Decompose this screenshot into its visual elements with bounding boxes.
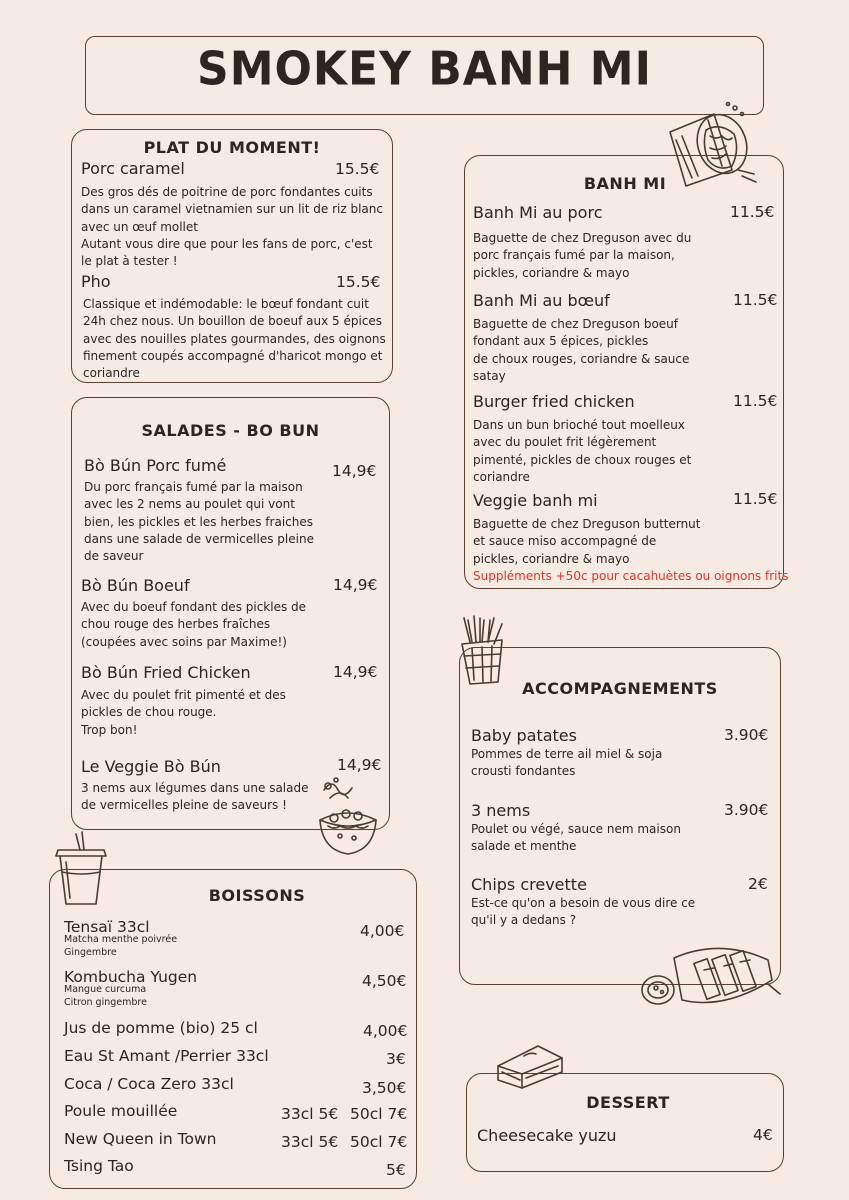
- drink-name: New Queen in Town: [64, 1130, 217, 1148]
- drink-price-33cl: 33cl 5€: [281, 1133, 339, 1151]
- menu-item-price: 11.5€: [733, 490, 778, 508]
- drink-name: Eau St Amant /Perrier 33cl: [64, 1047, 269, 1065]
- menu-item-price: 14,9€: [333, 663, 378, 681]
- drink-name: Poule mouillée: [64, 1102, 178, 1120]
- menu-item-name: Le Veggie Bò Bún: [81, 757, 221, 776]
- menu-item-price: 11.5€: [730, 203, 775, 221]
- menu-item-name: Banh Mi au porc: [473, 203, 603, 222]
- fries-cup-illustration-icon: [456, 614, 508, 686]
- menu-item-price: 14,9€: [332, 462, 377, 480]
- cheesecake-slice-illustration-icon: [494, 1040, 566, 1092]
- drink-price: 4,50€: [362, 972, 407, 990]
- dessert-heading: DESSERT: [586, 1093, 670, 1112]
- menu-item-price: 4€: [753, 1126, 773, 1144]
- menu-item-price: 15.5€: [335, 160, 380, 178]
- menu-item-price: 14,9€: [333, 576, 378, 594]
- drink-price-33cl: 33cl 5€: [281, 1105, 339, 1123]
- menu-item-description: Du porc français fumé par la maison avec les 2 nems au poulet qui vont bien, les pickles et les herbes fraiches dans une salade de vermicelles pleine de saveur: [84, 480, 314, 564]
- drink-price-50cl: 50cl 7€: [350, 1133, 408, 1151]
- menu-item-description: Avec du poulet frit pimenté et des pickles de chou rouge. Trop bon!: [81, 688, 286, 737]
- menu-item-name: 3 nems: [471, 801, 531, 820]
- drink-price: 3€: [386, 1050, 406, 1068]
- menu-item-description: Dans un bun brioché tout moelleux avec du poulet frit légèrement pimenté, pickles de choux rouges et coriandre: [473, 418, 692, 484]
- drink-price: 4,00€: [363, 1022, 408, 1040]
- menu-item-description: Pommes de terre ail miel & soja crousti fondantes: [471, 747, 663, 779]
- drink-cup-illustration-icon: [52, 832, 110, 906]
- menu-item-description: Des gros dés de poitrine de porc fondantes cuits dans un caramel vietnamien sur un lit de riz blanc avec un œuf mollet Autant vous dire que pour les fans de porc, c'est le plat à tester !: [81, 185, 383, 269]
- drink-name: Coca / Coca Zero 33cl: [64, 1075, 234, 1093]
- accompagnements-heading: ACCOMPAGNEMENTS: [522, 679, 718, 698]
- menu-item-name: Porc caramel: [81, 159, 185, 178]
- menu-item-name: Baby patates: [471, 726, 577, 745]
- menu-item-name: Bò Bún Boeuf: [81, 576, 190, 595]
- restaurant-title: SMOKEY BANH MI: [197, 42, 652, 97]
- menu-item-name: Cheesecake yuzu: [477, 1126, 617, 1145]
- menu-item-name: Pho: [81, 272, 111, 291]
- menu-item-description: Classique et indémodable: le bœuf fondant cuit 24h chez nous. Un bouillon de boeuf aux 5 épices avec des nouilles plates gourmandes, des oignons finement coupés accompagné d'haricot mongo et coriandre: [83, 297, 386, 381]
- menu-item-description: Baguette de chez Dreguson avec du porc français fumé par la maison, pickles, coriandre & mayo: [473, 231, 692, 280]
- drink-name: Tsing Tao: [64, 1157, 134, 1175]
- menu-item-name: Bò Bún Fried Chicken: [81, 663, 251, 682]
- menu-item-description: 3 nems aux légumes dans une salade de vermicelles pleine de saveurs !: [81, 781, 309, 813]
- menu-item-price: 3.90€: [724, 801, 769, 819]
- menu-item-name: Veggie banh mi: [473, 491, 598, 510]
- drink-price-50cl: 50cl 7€: [350, 1105, 408, 1123]
- menu-item-price: 15.5€: [336, 273, 381, 291]
- menu-item-name: Chips crevette: [471, 875, 587, 894]
- menu-item-description: Baguette de chez Dreguson boeuf fondant aux 5 épices, pickles de choux rouges, coriandre & sauce satay: [473, 317, 690, 383]
- spring-rolls-plate-illustration-icon: [640, 940, 782, 1016]
- menu-item-description: Est-ce qu'on a besoin de vous dire ce qu'il y a dedans ?: [471, 896, 696, 928]
- drink-name: Jus de pomme (bio) 25 cl: [64, 1019, 258, 1037]
- drink-price: 5€: [386, 1161, 406, 1179]
- banhmi-heading: BANH MI: [583, 174, 667, 193]
- noodle-bowl-illustration-icon: [316, 776, 382, 858]
- menu-item-price: 11.5€: [733, 291, 778, 309]
- sandwich-illustration-icon: [662, 100, 762, 192]
- menu-item-description: Avec du boeuf fondant des pickles de chou rouge des herbes fraîches (coupées avec soins par Maxime!): [81, 600, 307, 649]
- menu-item-price: 3.90€: [724, 726, 769, 744]
- drink-price: 4,00€: [360, 922, 405, 940]
- salades-heading: SALADES - BO BUN: [141, 421, 320, 440]
- drink-subtitle: Mangue curcuma Citron gingembre: [64, 984, 147, 1008]
- menu-item-description: Poulet ou végé, sauce nem maison salade et menthe: [471, 822, 681, 854]
- menu-item-price: 14,9€: [337, 756, 382, 774]
- menu-item-price: 2€: [748, 875, 768, 893]
- drink-price: 3,50€: [362, 1079, 407, 1097]
- menu-item-name: Bò Bún Porc fumé: [84, 456, 227, 475]
- drink-name: Kombucha Yugen: [64, 968, 198, 986]
- supplements-note: Suppléments +50c pour cacahuètes ou oignons frits: [473, 569, 789, 583]
- drink-subtitle: Matcha menthe poivrée Gingembre: [64, 934, 178, 958]
- menu-item-name: Banh Mi au bœuf: [473, 291, 610, 310]
- menu-item-description: Baguette de chez Dreguson butternut et sauce miso accompagné de pickles, coriandre & mayo: [473, 517, 701, 566]
- drink-name: Tensaï 33cl: [64, 918, 150, 936]
- menu-item-name: Burger fried chicken: [473, 392, 635, 411]
- menu-item-price: 11.5€: [733, 392, 778, 410]
- plat-heading: PLAT DU MOMENT!: [143, 138, 321, 157]
- boissons-heading: BOISSONS: [208, 886, 306, 905]
